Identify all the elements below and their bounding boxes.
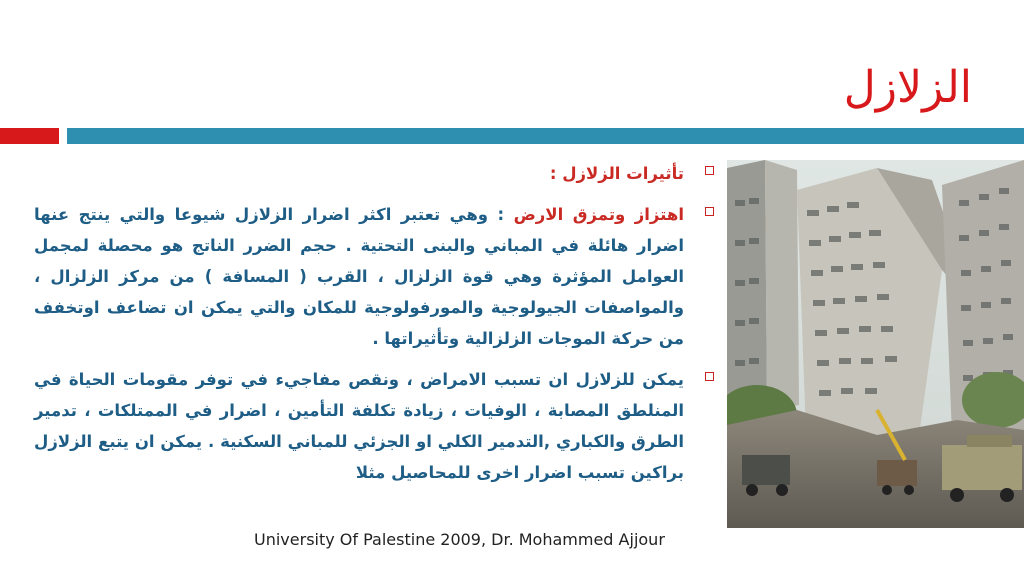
bullet-text: يمكن للزلازل ان تسبب الامراض ، ونقص مفاجيء في توفر مقومات الحياة في المنلطق المصابة ، الوفيات ، زيادة تكلفة التأمين ، اضرار في الممتلكات ، تدمير الطرق والكباري ,التدمير الكلي او الجزئي للمباني السكنية . يمكن ان يتبع الزلازل براكين تسبب اضرار اخرى للمحاصيل مثلا bbox=[34, 370, 684, 482]
square-bullet-icon bbox=[705, 207, 714, 216]
header-band-blue bbox=[67, 128, 1024, 144]
slide-footer: University Of Palestine 2009, Dr. Mohammed Ajjour bbox=[254, 530, 665, 549]
square-bullet-icon bbox=[705, 166, 714, 175]
earthquake-damage-photo bbox=[727, 160, 1024, 528]
bullet-highlight: اهتزاز وتمزق الارض bbox=[513, 205, 685, 224]
bullet-list bbox=[34, 158, 718, 498]
bullet-item bbox=[34, 199, 718, 354]
header-band-red bbox=[0, 128, 59, 144]
bullet-item bbox=[34, 158, 718, 189]
bullet-item bbox=[34, 364, 718, 488]
bullet-text: : وهي تعتبر اكثر اضرار الزلازل شيوعا والتي ينتج عنها اضرار هائلة في المباني والبنى التحتية . حجم الضرر الناتج هو محصلة لمجمل العوامل المؤثرة وهي قوة الزلزال ، القرب ( المسافة ) من مركز الزلزال ، والمواصفات الجيولوجية والمورفولوجية للمكان والتي يمكن ان تضاعف اوتخفف من حركة الموجات الزلزالية وتأثيراتها . bbox=[34, 205, 684, 348]
slide-title: الزلازل bbox=[843, 62, 972, 113]
square-bullet-icon bbox=[705, 372, 714, 381]
bullet-heading: تأثيرات الزلازل : bbox=[549, 164, 684, 183]
